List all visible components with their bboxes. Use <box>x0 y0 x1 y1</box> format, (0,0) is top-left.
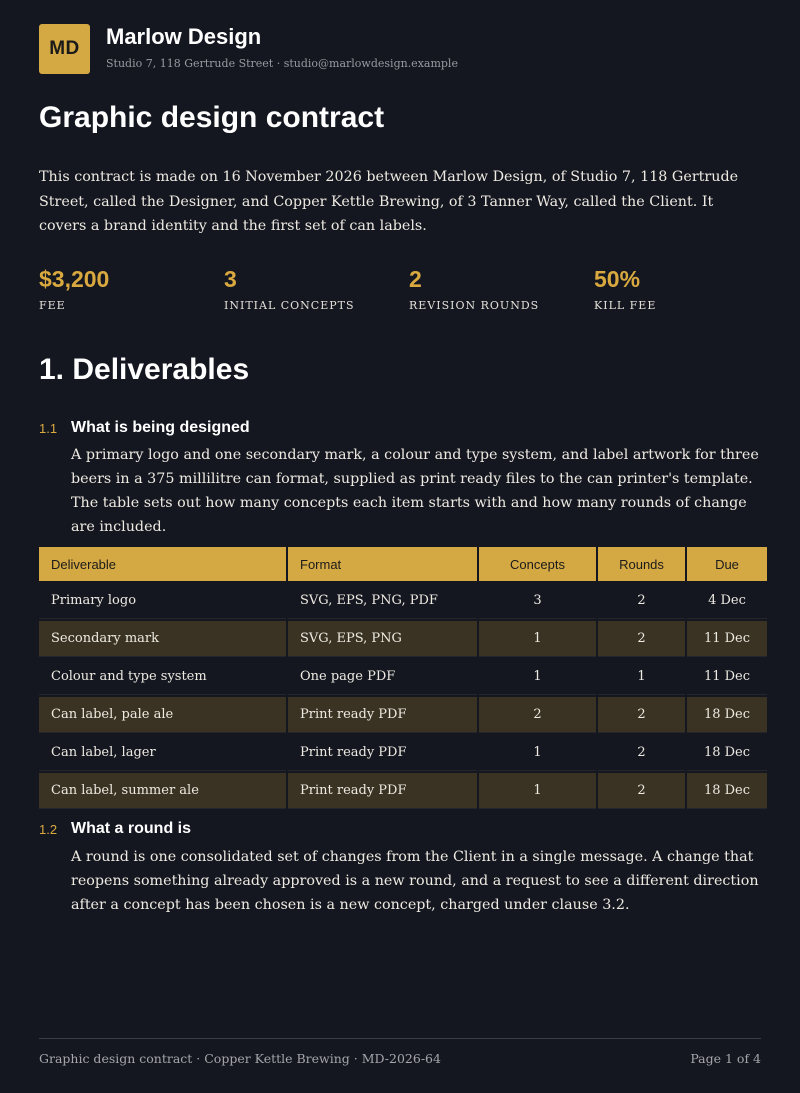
stat-initial-concepts <box>224 264 404 312</box>
cell-format: Print ready PDF <box>288 735 477 771</box>
cell-deliverable: Can label, lager <box>39 735 286 771</box>
cell-concepts: 3 <box>479 583 596 619</box>
cell-format: Print ready PDF <box>288 773 477 809</box>
clause-number: 1.1 <box>39 421 58 436</box>
cell-due: 4 Dec <box>687 583 767 619</box>
column-header: Deliverable <box>39 547 286 581</box>
company-name: Marlow Design <box>106 24 262 49</box>
deliverables-table <box>37 545 769 811</box>
column-header: Format <box>288 547 477 581</box>
stat-value: 50% <box>594 266 641 292</box>
stat-kill-fee <box>594 264 774 312</box>
table-header-row <box>39 547 767 581</box>
cell-rounds: 2 <box>598 735 685 771</box>
cell-deliverable: Can label, summer ale <box>39 773 286 809</box>
cell-concepts: 1 <box>479 735 596 771</box>
cell-rounds: 2 <box>598 583 685 619</box>
cell-rounds: 2 <box>598 773 685 809</box>
clause-number: 1.2 <box>39 822 58 837</box>
contract-page <box>39 0 761 1093</box>
cell-deliverable: Primary logo <box>39 583 286 619</box>
column-header: Rounds <box>598 547 685 581</box>
cell-format: SVG, EPS, PNG <box>288 621 477 657</box>
cell-deliverable: Secondary mark <box>39 621 286 657</box>
cell-deliverable: Can label, pale ale <box>39 697 286 733</box>
cell-rounds: 1 <box>598 659 685 695</box>
cell-concepts: 2 <box>479 697 596 733</box>
cell-concepts: 1 <box>479 621 596 657</box>
cell-due: 11 Dec <box>687 659 767 695</box>
stat-value: 3 <box>224 266 237 292</box>
clause-title: What is being designed <box>71 419 250 436</box>
cell-due: 18 Dec <box>687 697 767 733</box>
table-row <box>39 773 767 809</box>
document-title: Graphic design contract <box>39 101 385 134</box>
letterhead <box>39 24 761 74</box>
cell-concepts: 1 <box>479 773 596 809</box>
stat-label: INITIAL CONCEPTS <box>224 299 355 312</box>
intro-paragraph: This contract is made on 16 November 2026 between Marlow Design, of Studio 7, 118 Gertrude Street, called the Designer, and Copper Kettle Brewing, of 3 Tanner Way, called the Client. It covers a brand identity and the first set of can labels. <box>39 169 739 234</box>
table-row <box>39 697 767 733</box>
table-row <box>39 659 767 695</box>
cell-due: 18 Dec <box>687 735 767 771</box>
stat-fee <box>39 264 219 312</box>
company-address: Studio 7, 118 Gertrude Street · studio@marlowdesign.example <box>106 57 458 70</box>
cell-format: SVG, EPS, PNG, PDF <box>288 583 477 619</box>
stat-revision-rounds <box>409 264 589 312</box>
cell-format: One page PDF <box>288 659 477 695</box>
clause-title: What a round is <box>71 820 191 837</box>
footer-page-number: Page 1 of 4 <box>690 1051 761 1066</box>
column-header: Concepts <box>479 547 596 581</box>
table-row <box>39 621 767 657</box>
stat-label: REVISION ROUNDS <box>409 299 540 312</box>
stat-value: $3,200 <box>39 266 110 292</box>
cell-rounds: 2 <box>598 697 685 733</box>
cell-concepts: 1 <box>479 659 596 695</box>
logo-badge: MD <box>39 24 90 74</box>
column-header: Due <box>687 547 767 581</box>
footer-document-reference: Graphic design contract · Copper Kettle Brewing · MD-2026-64 <box>39 1051 441 1066</box>
stat-label: KILL FEE <box>594 299 657 312</box>
table-row <box>39 735 767 771</box>
clause-body: A round is one consolidated set of changes from the Client in a single message. A change that reopens something already approved is a new round, and a request to see a different direction after a concept has been chosen is a new concept, charged under clause 3.2. <box>71 849 759 913</box>
cell-format: Print ready PDF <box>288 697 477 733</box>
clause-body: A primary logo and one secondary mark, a colour and type system, and label artwork for three beers in a 375 millilitre can format, supplied as print ready files to the can printer's template. The table sets out how many concepts each item starts with and how many rounds of change are included. <box>71 447 759 535</box>
stat-value: 2 <box>409 266 422 292</box>
cell-due: 11 Dec <box>687 621 767 657</box>
key-terms <box>39 264 761 324</box>
cell-deliverable: Colour and type system <box>39 659 286 695</box>
cell-rounds: 2 <box>598 621 685 657</box>
footer-divider <box>39 1038 761 1039</box>
stat-label: FEE <box>39 299 66 312</box>
cell-due: 18 Dec <box>687 773 767 809</box>
table-row <box>39 583 767 619</box>
section-heading: 1. Deliverables <box>39 353 250 386</box>
